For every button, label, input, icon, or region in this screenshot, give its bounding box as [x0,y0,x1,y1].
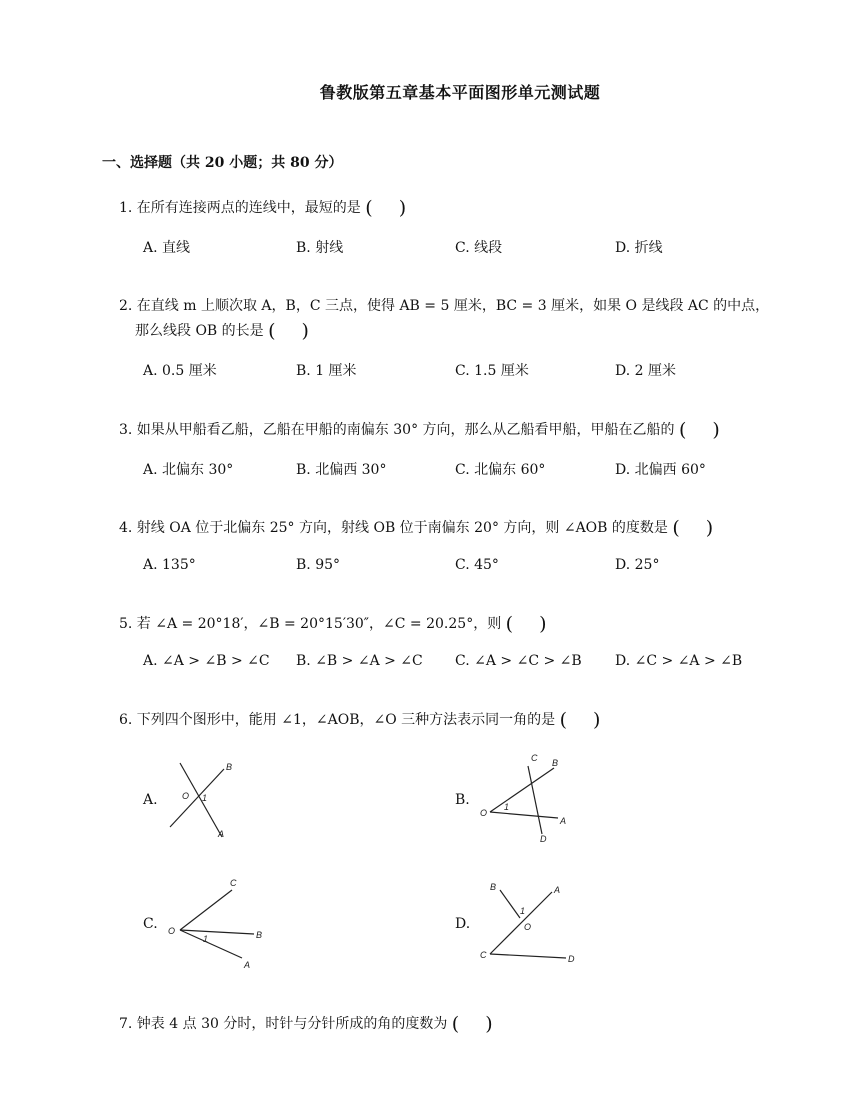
option-c[interactable]: C. 北偏东 60° [455,462,546,478]
question-stem-line2: 那么线段 OB 的长是 [135,323,264,339]
ray-ob [490,768,554,812]
answer-paren-open: ( [365,197,373,219]
figure-b-angle-with-segment [476,748,586,848]
question-6 [119,709,600,731]
label-d: D [568,954,575,964]
section-heading: 一、选择题（共 20 小题；共 80 分） [102,155,343,171]
option-a[interactable]: A. [143,792,158,808]
label-b: B [256,930,263,940]
label-c: C [480,950,487,960]
label-1: 1 [520,906,526,916]
option-d[interactable]: D. 25° [615,557,660,573]
ray-ob [500,890,520,918]
line-ob [170,769,224,827]
label-a: A [554,885,561,895]
label-b: B [552,758,559,768]
question-stem: 6. 下列四个图形中，能用 ∠1，∠AOB，∠O 三种方法表示同一角的是 [119,712,556,728]
option-b[interactable]: B. ∠B > ∠A > ∠C [296,653,423,669]
option-b[interactable]: B. 95° [296,557,341,573]
option-c[interactable]: C. 1.5 厘米 [455,363,529,379]
answer-paren-close: ) [712,419,720,441]
figure-a-crossing-lines [160,755,250,845]
label-o: O [480,808,488,818]
question-stem: 7. 钟表 4 点 30 分时，时针与分针所成的角的度数为 [119,1016,448,1032]
segment-cd [528,766,542,834]
option-b[interactable]: B. 射线 [296,240,344,256]
option-b[interactable]: B. 1 厘米 [296,363,357,379]
option-c[interactable]: C. ∠A > ∠C > ∠B [455,653,582,669]
option-c[interactable]: C. [143,916,158,932]
answer-paren-close: ) [705,517,714,539]
option-c[interactable]: C. 45° [455,557,499,573]
answer-paren-close: ) [539,613,547,635]
question-5 [119,613,547,635]
label-a: A [218,829,225,839]
figure-d-angle-and-lines [476,878,586,970]
ray-ob [180,930,254,934]
label-1: 1 [504,802,510,812]
answer-paren-close: ) [593,709,601,731]
answer-paren-open: ( [672,517,680,539]
label-o: O [182,791,190,801]
ray-oa [490,812,558,818]
answer-paren-open: ( [268,320,276,342]
answer-paren-close: ) [398,197,407,219]
answer-paren-close: ) [485,1013,493,1035]
option-d[interactable]: D. 折线 [615,240,663,256]
label-b: B [490,882,497,892]
question-stem-line1: 2. 在直线 m 上顺次取 A，B，C 三点，使得 AB = 5 厘米，BC = 3 厘米，如果 O 是线段 AC 的中点， [119,298,770,314]
label-1: 1 [203,934,209,944]
question-1 [119,197,406,219]
option-b[interactable]: B. 北偏西 30° [296,462,387,478]
question-7 [119,1013,493,1035]
question-stem: 4. 射线 OA 位于北偏东 25° 方向，射线 OB 位于南偏东 20° 方向，则 ∠AOB 的度数是 [119,520,668,536]
option-d[interactable]: D. ∠C > ∠A > ∠B [615,653,743,669]
option-c[interactable]: C. 线段 [455,240,503,256]
line-ca [490,892,552,954]
question-2-line2 [135,320,309,342]
label-c: C [531,753,538,763]
answer-paren-open: ( [451,1013,460,1035]
question-stem: 3. 如果从甲船看乙船，乙船在甲船的南偏东 30° 方向，那么从乙船看甲船，甲船在乙船的 [119,422,675,438]
question-stem: 5. 若 ∠A = 20°18′，∠B = 20°15′30″，∠C = 20.25°，则 [119,616,502,632]
question-2 [119,295,769,315]
label-c: C [230,878,237,888]
ray-oa [180,930,242,958]
label-d: D [540,834,547,844]
answer-paren-open: ( [678,419,687,441]
option-d[interactable]: D. 2 厘米 [615,363,676,379]
label-a: A [560,816,567,826]
label-a: A [244,960,251,970]
question-3 [119,419,720,441]
label-b: B [226,762,233,772]
label-o: O [524,922,532,932]
option-d[interactable]: D. 北偏西 60° [615,462,706,478]
option-a[interactable]: A. 0.5 厘米 [143,363,217,379]
label-o: O [168,926,176,936]
answer-paren-close: ) [301,320,309,342]
answer-paren-open: ( [505,613,514,635]
figure-c-three-rays [160,870,280,970]
ray-oc [180,890,232,930]
page-title: 鲁教版第五章基本平面图形单元测试题 [319,83,601,102]
option-a[interactable]: A. 135° [143,557,196,573]
option-a[interactable]: A. ∠A > ∠B > ∠C [143,653,270,669]
question-stem: 1. 在所有连接两点的连线中，最短的是 [119,200,361,216]
option-a[interactable]: A. 北偏东 30° [143,462,234,478]
ray-cd [490,954,566,958]
question-4 [119,517,713,539]
option-b[interactable]: B. [455,792,470,808]
label-1: 1 [202,793,208,803]
answer-paren-open: ( [559,709,568,731]
option-d[interactable]: D. [455,916,471,932]
option-a[interactable]: A. 直线 [143,240,191,256]
